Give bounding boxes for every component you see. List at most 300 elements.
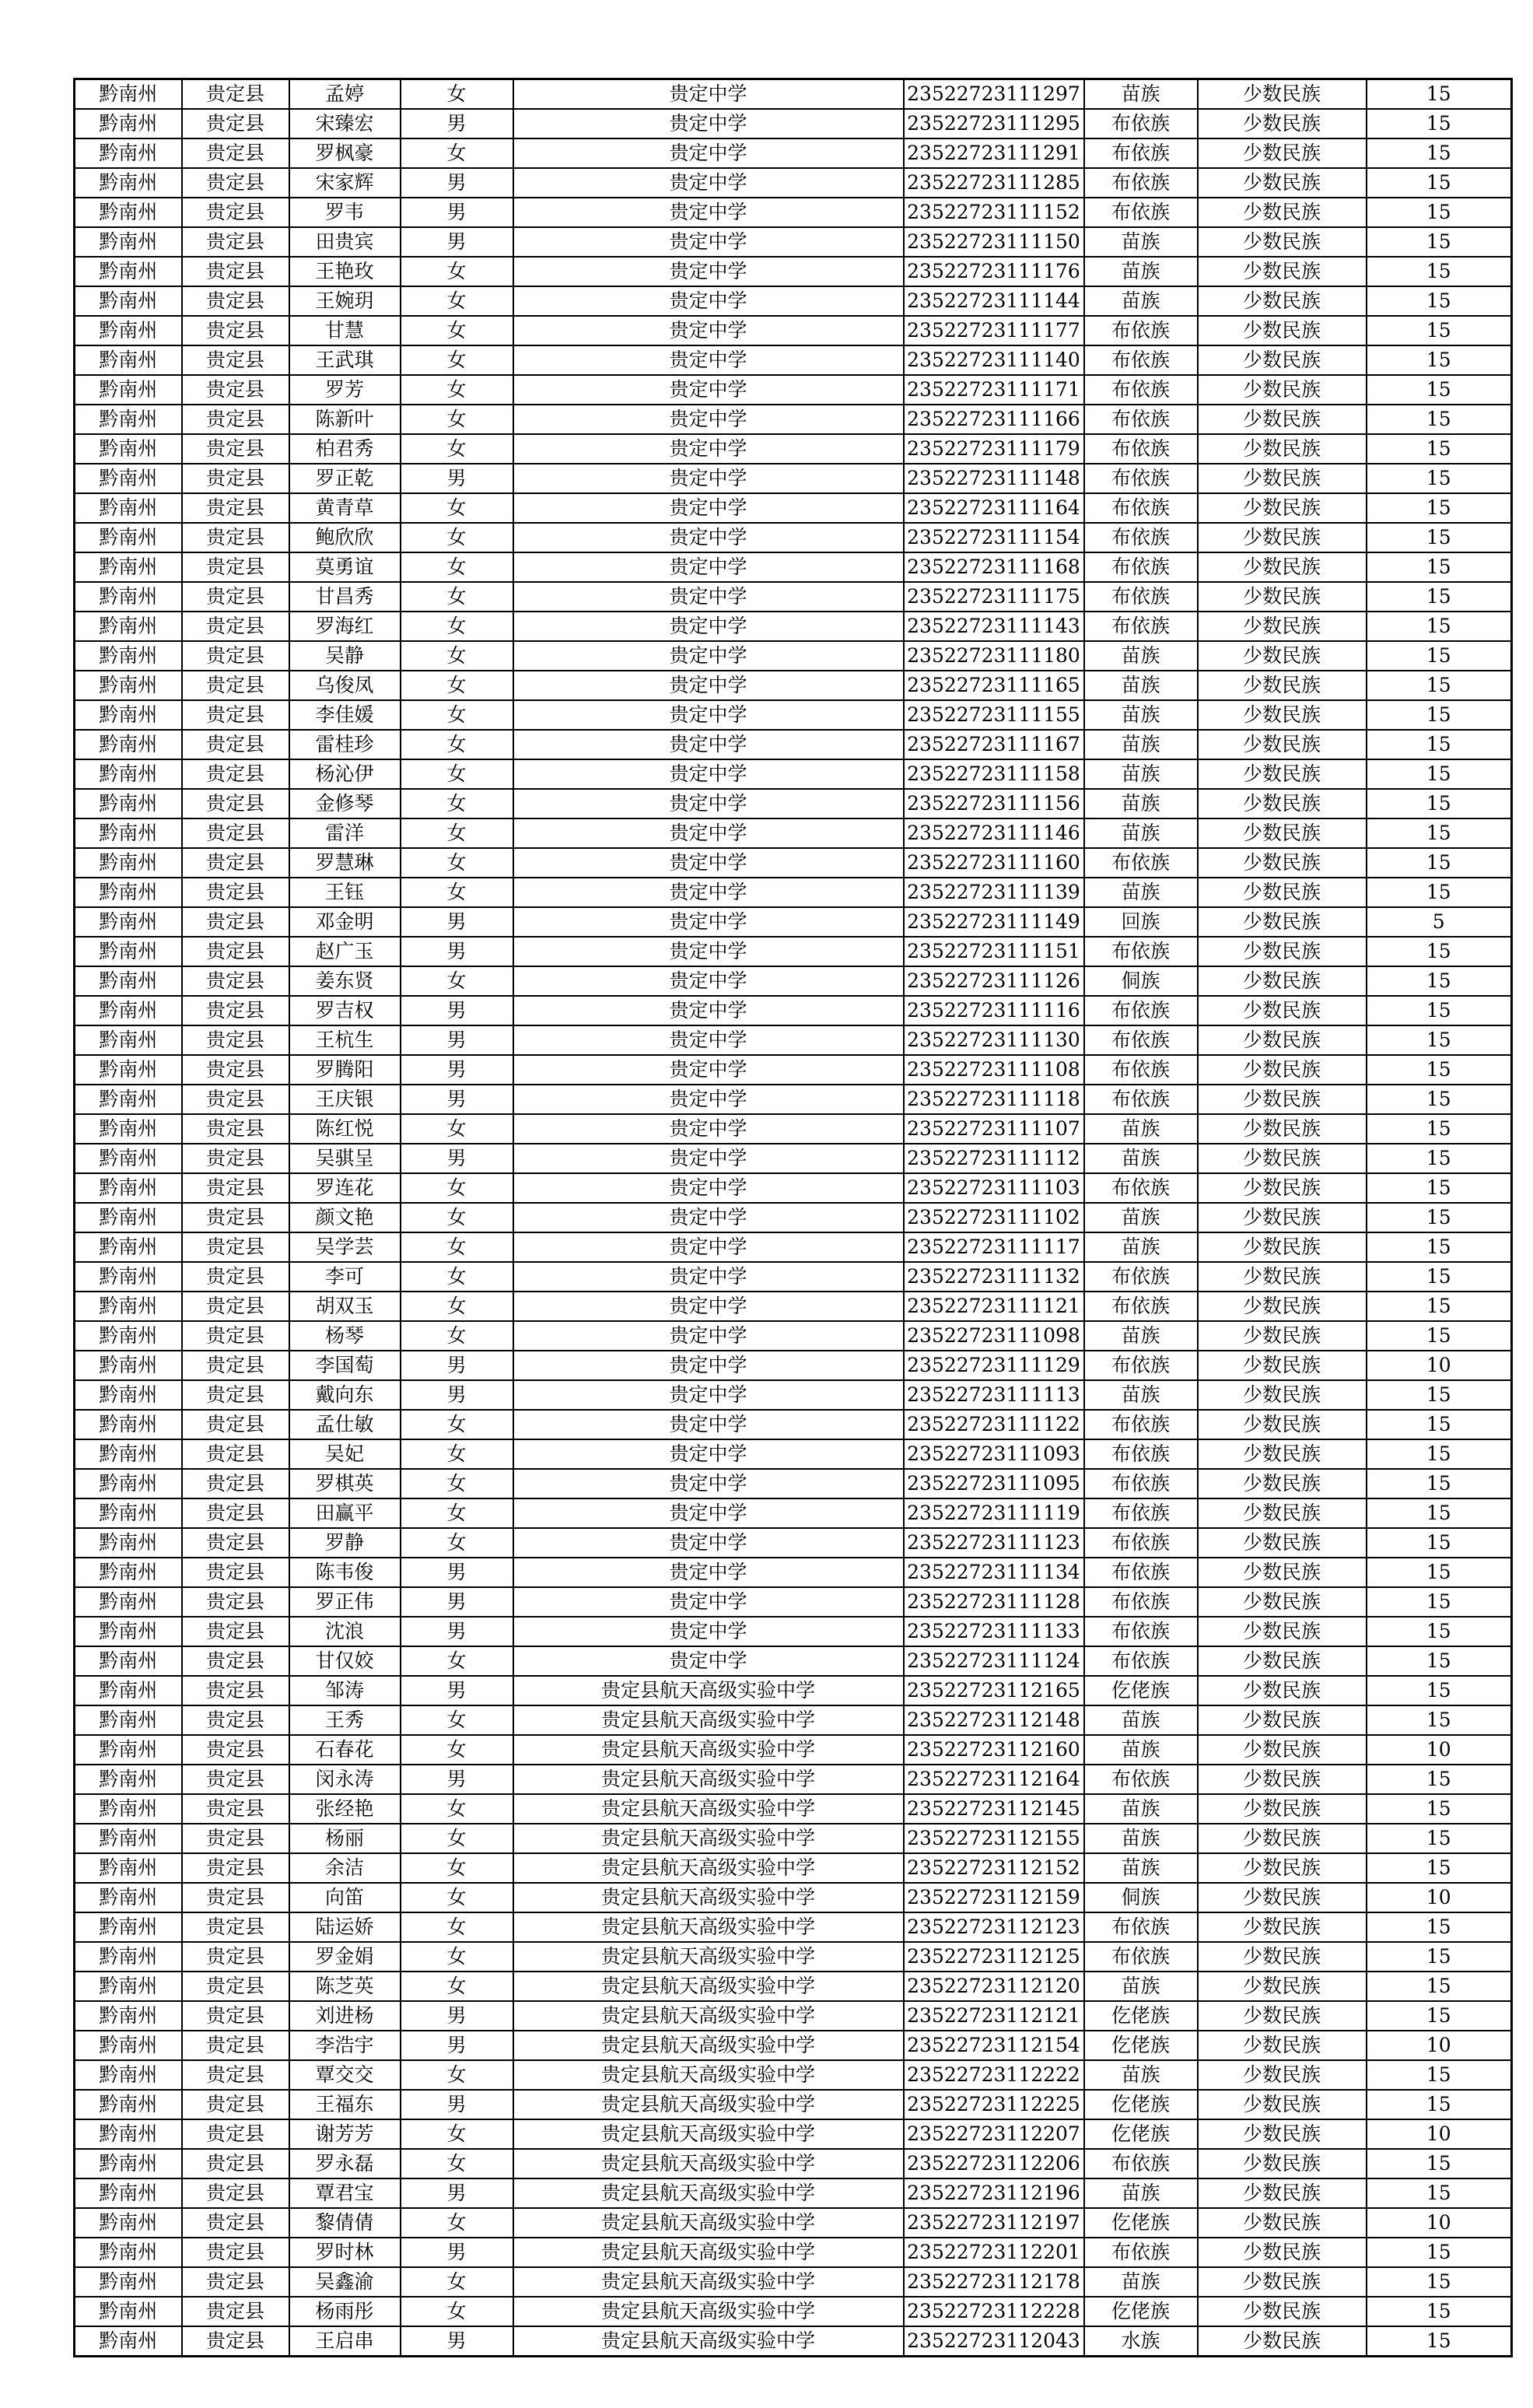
school-cell: 贵定中学 xyxy=(513,316,904,345)
gender-cell: 女 xyxy=(401,1410,513,1439)
school-cell: 贵定中学 xyxy=(513,1558,904,1587)
gender-cell: 女 xyxy=(401,138,513,168)
bonus-points-cell: 15 xyxy=(1367,493,1512,523)
category-cell: 少数民族 xyxy=(1198,2238,1367,2267)
category-cell: 少数民族 xyxy=(1198,1735,1367,1765)
school-cell: 贵定中学 xyxy=(513,434,904,464)
bonus-points-cell: 15 xyxy=(1367,375,1512,405)
name-cell: 孟婷 xyxy=(289,79,401,110)
category-cell: 少数民族 xyxy=(1198,2326,1367,2357)
table-row xyxy=(75,1232,1512,1262)
name-cell: 罗时林 xyxy=(289,2238,401,2267)
category-cell: 少数民族 xyxy=(1198,2149,1367,2178)
table-row xyxy=(75,1262,1512,1292)
exam-id-cell: 23522723112120 xyxy=(904,1972,1084,2001)
bonus-points-cell: 15 xyxy=(1367,1321,1512,1351)
gender-cell: 女 xyxy=(401,1705,513,1735)
bonus-points-cell: 15 xyxy=(1367,848,1512,878)
exam-id-cell: 23522723111119 xyxy=(904,1498,1084,1528)
county-cell: 贵定县 xyxy=(182,1765,289,1794)
gender-cell: 男 xyxy=(401,937,513,966)
exam-id-cell: 23522723111112 xyxy=(904,1144,1084,1173)
table-row xyxy=(75,1351,1512,1380)
county-cell: 贵定县 xyxy=(182,316,289,345)
exam-id-cell: 23522723111297 xyxy=(904,79,1084,110)
school-cell: 贵定中学 xyxy=(513,1617,904,1646)
ethnicity-cell: 布依族 xyxy=(1084,848,1198,878)
category-cell: 少数民族 xyxy=(1198,345,1367,375)
name-cell: 余洁 xyxy=(289,1853,401,1883)
name-cell: 王杭生 xyxy=(289,1025,401,1055)
county-cell: 贵定县 xyxy=(182,2119,289,2149)
ethnicity-cell: 布依族 xyxy=(1084,434,1198,464)
name-cell: 王福东 xyxy=(289,2090,401,2119)
gender-cell: 女 xyxy=(401,878,513,907)
exam-id-cell: 23522723111133 xyxy=(904,1617,1084,1646)
county-cell: 贵定县 xyxy=(182,966,289,996)
ethnicity-cell: 苗族 xyxy=(1084,2267,1198,2297)
table-row xyxy=(75,1410,1512,1439)
prefecture-cell: 黔南州 xyxy=(75,1114,182,1144)
ethnicity-cell: 布依族 xyxy=(1084,1617,1198,1646)
category-cell: 少数民族 xyxy=(1198,79,1367,110)
bonus-points-cell: 15 xyxy=(1367,2326,1512,2357)
gender-cell: 女 xyxy=(401,523,513,552)
exam-id-cell: 23522723111164 xyxy=(904,493,1084,523)
name-cell: 闵永涛 xyxy=(289,1765,401,1794)
table-row xyxy=(75,1883,1512,1912)
prefecture-cell: 黔南州 xyxy=(75,2090,182,2119)
ethnicity-cell: 布依族 xyxy=(1084,316,1198,345)
bonus-points-cell: 15 xyxy=(1367,345,1512,375)
name-cell: 鲍欣欣 xyxy=(289,523,401,552)
prefecture-cell: 黔南州 xyxy=(75,789,182,818)
name-cell: 王钰 xyxy=(289,878,401,907)
school-cell: 贵定中学 xyxy=(513,464,904,493)
county-cell: 贵定县 xyxy=(182,138,289,168)
name-cell: 甘慧 xyxy=(289,316,401,345)
table-row xyxy=(75,2208,1512,2238)
exam-id-cell: 23522723111118 xyxy=(904,1085,1084,1114)
school-cell: 贵定县航天高级实验中学 xyxy=(513,2060,904,2090)
category-cell: 少数民族 xyxy=(1198,671,1367,700)
prefecture-cell: 黔南州 xyxy=(75,1380,182,1410)
bonus-points-cell: 15 xyxy=(1367,996,1512,1025)
category-cell: 少数民族 xyxy=(1198,1114,1367,1144)
county-cell: 贵定县 xyxy=(182,2001,289,2031)
exam-id-cell: 23522723111177 xyxy=(904,316,1084,345)
table-row xyxy=(75,1114,1512,1144)
prefecture-cell: 黔南州 xyxy=(75,1912,182,1942)
category-cell: 少数民族 xyxy=(1198,1528,1367,1558)
prefecture-cell: 黔南州 xyxy=(75,996,182,1025)
gender-cell: 男 xyxy=(401,2326,513,2357)
county-cell: 贵定县 xyxy=(182,1794,289,1824)
bonus-points-cell: 15 xyxy=(1367,582,1512,612)
gender-cell: 女 xyxy=(401,818,513,848)
prefecture-cell: 黔南州 xyxy=(75,523,182,552)
table-row xyxy=(75,2238,1512,2267)
ethnicity-cell: 苗族 xyxy=(1084,1824,1198,1853)
county-cell: 贵定县 xyxy=(182,1292,289,1321)
school-cell: 贵定中学 xyxy=(513,759,904,789)
county-cell: 贵定县 xyxy=(182,2326,289,2357)
name-cell: 黎倩倩 xyxy=(289,2208,401,2238)
name-cell: 罗枫豪 xyxy=(289,138,401,168)
bonus-points-cell: 15 xyxy=(1367,1469,1512,1498)
exam-id-cell: 23522723111132 xyxy=(904,1262,1084,1292)
ethnicity-cell: 仡佬族 xyxy=(1084,2119,1198,2149)
county-cell: 贵定县 xyxy=(182,1883,289,1912)
bonus-points-cell: 15 xyxy=(1367,1025,1512,1055)
county-cell: 贵定县 xyxy=(182,1853,289,1883)
prefecture-cell: 黔南州 xyxy=(75,937,182,966)
ethnicity-cell: 布依族 xyxy=(1084,1587,1198,1617)
bonus-points-cell: 15 xyxy=(1367,257,1512,286)
ethnicity-cell: 苗族 xyxy=(1084,1794,1198,1824)
category-cell: 少数民族 xyxy=(1198,1912,1367,1942)
exam-id-cell: 23522723111130 xyxy=(904,1025,1084,1055)
category-cell: 少数民族 xyxy=(1198,257,1367,286)
table-row xyxy=(75,1173,1512,1203)
category-cell: 少数民族 xyxy=(1198,227,1367,257)
ethnicity-cell: 苗族 xyxy=(1084,1232,1198,1262)
category-cell: 少数民族 xyxy=(1198,138,1367,168)
county-cell: 贵定县 xyxy=(182,552,289,582)
school-cell: 贵定中学 xyxy=(513,671,904,700)
name-cell: 胡双玉 xyxy=(289,1292,401,1321)
category-cell: 少数民族 xyxy=(1198,198,1367,227)
ethnicity-cell: 布依族 xyxy=(1084,1528,1198,1558)
county-cell: 贵定县 xyxy=(182,345,289,375)
category-cell: 少数民族 xyxy=(1198,1794,1367,1824)
prefecture-cell: 黔南州 xyxy=(75,1735,182,1765)
name-cell: 覃君宝 xyxy=(289,2178,401,2208)
exam-id-cell: 23522723111126 xyxy=(904,966,1084,996)
exam-id-cell: 23522723111151 xyxy=(904,937,1084,966)
name-cell: 宋臻宏 xyxy=(289,109,401,138)
table-row xyxy=(75,1558,1512,1587)
bonus-points-cell: 15 xyxy=(1367,671,1512,700)
name-cell: 罗金娟 xyxy=(289,1942,401,1972)
gender-cell: 女 xyxy=(401,1528,513,1558)
bonus-points-cell: 15 xyxy=(1367,405,1512,434)
exam-id-cell: 23522723112164 xyxy=(904,1765,1084,1794)
name-cell: 雷桂珍 xyxy=(289,730,401,759)
ethnicity-cell: 苗族 xyxy=(1084,1114,1198,1144)
table-row xyxy=(75,2001,1512,2031)
exam-id-cell: 23522723111167 xyxy=(904,730,1084,759)
county-cell: 贵定县 xyxy=(182,671,289,700)
exam-id-cell: 23522723112201 xyxy=(904,2238,1084,2267)
school-cell: 贵定县航天高级实验中学 xyxy=(513,2267,904,2297)
table-row xyxy=(75,612,1512,641)
bonus-points-cell: 15 xyxy=(1367,1617,1512,1646)
bonus-points-cell: 15 xyxy=(1367,1114,1512,1144)
name-cell: 罗芳 xyxy=(289,375,401,405)
school-cell: 贵定中学 xyxy=(513,1410,904,1439)
category-cell: 少数民族 xyxy=(1198,1085,1367,1114)
gender-cell: 女 xyxy=(401,759,513,789)
gender-cell: 男 xyxy=(401,1617,513,1646)
prefecture-cell: 黔南州 xyxy=(75,1410,182,1439)
table-row xyxy=(75,1824,1512,1853)
prefecture-cell: 黔南州 xyxy=(75,493,182,523)
table-row xyxy=(75,907,1512,937)
exam-id-cell: 23522723111113 xyxy=(904,1380,1084,1410)
exam-id-cell: 23522723111098 xyxy=(904,1321,1084,1351)
school-cell: 贵定中学 xyxy=(513,257,904,286)
school-cell: 贵定中学 xyxy=(513,789,904,818)
prefecture-cell: 黔南州 xyxy=(75,1085,182,1114)
prefecture-cell: 黔南州 xyxy=(75,198,182,227)
exam-id-cell: 23522723111116 xyxy=(904,996,1084,1025)
table-row xyxy=(75,1676,1512,1705)
name-cell: 邹涛 xyxy=(289,1676,401,1705)
exam-id-cell: 23522723112225 xyxy=(904,2090,1084,2119)
county-cell: 贵定县 xyxy=(182,1646,289,1676)
bonus-points-cell: 15 xyxy=(1367,612,1512,641)
county-cell: 贵定县 xyxy=(182,1439,289,1469)
county-cell: 贵定县 xyxy=(182,2208,289,2238)
category-cell: 少数民族 xyxy=(1198,1173,1367,1203)
table-row xyxy=(75,582,1512,612)
ethnicity-cell: 布依族 xyxy=(1084,375,1198,405)
gender-cell: 男 xyxy=(401,1085,513,1114)
category-cell: 少数民族 xyxy=(1198,286,1367,316)
exam-id-cell: 23522723111155 xyxy=(904,700,1084,730)
bonus-points-cell: 15 xyxy=(1367,552,1512,582)
prefecture-cell: 黔南州 xyxy=(75,612,182,641)
gender-cell: 男 xyxy=(401,1025,513,1055)
bonus-points-cell: 15 xyxy=(1367,2297,1512,2326)
gender-cell: 男 xyxy=(401,1144,513,1173)
category-cell: 少数民族 xyxy=(1198,2208,1367,2238)
prefecture-cell: 黔南州 xyxy=(75,2326,182,2357)
county-cell: 贵定县 xyxy=(182,109,289,138)
ethnicity-cell: 侗族 xyxy=(1084,966,1198,996)
bonus-points-cell: 15 xyxy=(1367,227,1512,257)
prefecture-cell: 黔南州 xyxy=(75,138,182,168)
table-row xyxy=(75,730,1512,759)
category-cell: 少数民族 xyxy=(1198,1321,1367,1351)
school-cell: 贵定中学 xyxy=(513,1114,904,1144)
county-cell: 贵定县 xyxy=(182,612,289,641)
school-cell: 贵定中学 xyxy=(513,1203,904,1232)
exam-id-cell: 23522723112154 xyxy=(904,2031,1084,2060)
table-row xyxy=(75,1055,1512,1085)
county-cell: 贵定县 xyxy=(182,1380,289,1410)
exam-id-cell: 23522723112145 xyxy=(904,1794,1084,1824)
bonus-points-cell: 15 xyxy=(1367,1676,1512,1705)
ethnicity-cell: 苗族 xyxy=(1084,79,1198,110)
exam-id-cell: 23522723111156 xyxy=(904,789,1084,818)
gender-cell: 女 xyxy=(401,345,513,375)
name-cell: 杨琴 xyxy=(289,1321,401,1351)
prefecture-cell: 黔南州 xyxy=(75,1321,182,1351)
exam-id-cell: 23522723111093 xyxy=(904,1439,1084,1469)
school-cell: 贵定中学 xyxy=(513,198,904,227)
school-cell: 贵定中学 xyxy=(513,227,904,257)
category-cell: 少数民族 xyxy=(1198,1646,1367,1676)
ethnicity-cell: 布依族 xyxy=(1084,1085,1198,1114)
county-cell: 贵定县 xyxy=(182,1232,289,1262)
name-cell: 李佳媛 xyxy=(289,700,401,730)
exam-id-cell: 23522723111180 xyxy=(904,641,1084,671)
table-row xyxy=(75,1765,1512,1794)
prefecture-cell: 黔南州 xyxy=(75,818,182,848)
exam-id-cell: 23522723111152 xyxy=(904,198,1084,227)
gender-cell: 男 xyxy=(401,2090,513,2119)
name-cell: 宋家辉 xyxy=(289,168,401,198)
category-cell: 少数民族 xyxy=(1198,1439,1367,1469)
gender-cell: 女 xyxy=(401,1321,513,1351)
exam-id-cell: 23522723111150 xyxy=(904,227,1084,257)
category-cell: 少数民族 xyxy=(1198,1055,1367,1085)
county-cell: 贵定县 xyxy=(182,582,289,612)
county-cell: 贵定县 xyxy=(182,1558,289,1587)
county-cell: 贵定县 xyxy=(182,405,289,434)
exam-id-cell: 23522723111166 xyxy=(904,405,1084,434)
table-row xyxy=(75,759,1512,789)
ethnicity-cell: 布依族 xyxy=(1084,1173,1198,1203)
prefecture-cell: 黔南州 xyxy=(75,1794,182,1824)
prefecture-cell: 黔南州 xyxy=(75,2267,182,2297)
school-cell: 贵定县航天高级实验中学 xyxy=(513,1972,904,2001)
ethnicity-cell: 仡佬族 xyxy=(1084,2208,1198,2238)
gender-cell: 女 xyxy=(401,552,513,582)
table-row xyxy=(75,1498,1512,1528)
prefecture-cell: 黔南州 xyxy=(75,316,182,345)
exam-id-cell: 23522723112125 xyxy=(904,1942,1084,1972)
name-cell: 陈新叶 xyxy=(289,405,401,434)
table-row xyxy=(75,818,1512,848)
school-cell: 贵定中学 xyxy=(513,1646,904,1676)
prefecture-cell: 黔南州 xyxy=(75,1203,182,1232)
prefecture-cell: 黔南州 xyxy=(75,671,182,700)
name-cell: 罗连花 xyxy=(289,1173,401,1203)
category-cell: 少数民族 xyxy=(1198,405,1367,434)
table-row xyxy=(75,2090,1512,2119)
prefecture-cell: 黔南州 xyxy=(75,2178,182,2208)
prefecture-cell: 黔南州 xyxy=(75,759,182,789)
bonus-points-cell: 15 xyxy=(1367,759,1512,789)
gender-cell: 女 xyxy=(401,1912,513,1942)
prefecture-cell: 黔南州 xyxy=(75,907,182,937)
gender-cell: 女 xyxy=(401,966,513,996)
gender-cell: 男 xyxy=(401,109,513,138)
prefecture-cell: 黔南州 xyxy=(75,464,182,493)
ethnicity-cell: 布依族 xyxy=(1084,937,1198,966)
gender-cell: 女 xyxy=(401,700,513,730)
school-cell: 贵定县航天高级实验中学 xyxy=(513,2178,904,2208)
school-cell: 贵定中学 xyxy=(513,1025,904,1055)
county-cell: 贵定县 xyxy=(182,937,289,966)
bonus-points-cell: 15 xyxy=(1367,79,1512,110)
ethnicity-cell: 苗族 xyxy=(1084,286,1198,316)
category-cell: 少数民族 xyxy=(1198,2060,1367,2090)
exam-id-cell: 23522723111160 xyxy=(904,848,1084,878)
gender-cell: 女 xyxy=(401,405,513,434)
name-cell: 李浩宇 xyxy=(289,2031,401,2060)
bonus-points-cell: 15 xyxy=(1367,316,1512,345)
category-cell: 少数民族 xyxy=(1198,1587,1367,1617)
county-cell: 贵定县 xyxy=(182,2178,289,2208)
ethnicity-cell: 布依族 xyxy=(1084,345,1198,375)
school-cell: 贵定县航天高级实验中学 xyxy=(513,2238,904,2267)
bonus-points-cell: 10 xyxy=(1367,1351,1512,1380)
exam-id-cell: 23522723111102 xyxy=(904,1203,1084,1232)
school-cell: 贵定中学 xyxy=(513,1469,904,1498)
name-cell: 杨丽 xyxy=(289,1824,401,1853)
ethnicity-cell: 布依族 xyxy=(1084,1439,1198,1469)
bonus-points-cell: 15 xyxy=(1367,1558,1512,1587)
name-cell: 罗吉权 xyxy=(289,996,401,1025)
category-cell: 少数民族 xyxy=(1198,1469,1367,1498)
county-cell: 贵定县 xyxy=(182,1173,289,1203)
bonus-points-cell: 15 xyxy=(1367,138,1512,168)
table-row xyxy=(75,523,1512,552)
county-cell: 贵定县 xyxy=(182,257,289,286)
ethnicity-cell: 布依族 xyxy=(1084,138,1198,168)
bonus-points-cell: 15 xyxy=(1367,109,1512,138)
category-cell: 少数民族 xyxy=(1198,641,1367,671)
county-cell: 贵定县 xyxy=(182,286,289,316)
name-cell: 王秀 xyxy=(289,1705,401,1735)
exam-id-cell: 23522723111095 xyxy=(904,1469,1084,1498)
exam-id-cell: 23522723111117 xyxy=(904,1232,1084,1262)
category-cell: 少数民族 xyxy=(1198,1025,1367,1055)
school-cell: 贵定县航天高级实验中学 xyxy=(513,1912,904,1942)
name-cell: 罗慧琳 xyxy=(289,848,401,878)
exam-id-cell: 23522723112148 xyxy=(904,1705,1084,1735)
category-cell: 少数民族 xyxy=(1198,375,1367,405)
ethnicity-cell: 仡佬族 xyxy=(1084,2031,1198,2060)
name-cell: 吴静 xyxy=(289,641,401,671)
gender-cell: 女 xyxy=(401,286,513,316)
ethnicity-cell: 苗族 xyxy=(1084,257,1198,286)
category-cell: 少数民族 xyxy=(1198,552,1367,582)
ethnicity-cell: 布依族 xyxy=(1084,1351,1198,1380)
name-cell: 邓金明 xyxy=(289,907,401,937)
category-cell: 少数民族 xyxy=(1198,1942,1367,1972)
exam-id-cell: 23522723111103 xyxy=(904,1173,1084,1203)
table-row xyxy=(75,286,1512,316)
school-cell: 贵定中学 xyxy=(513,730,904,759)
name-cell: 戴向东 xyxy=(289,1380,401,1410)
bonus-points-cell: 15 xyxy=(1367,2001,1512,2031)
school-cell: 贵定中学 xyxy=(513,878,904,907)
category-cell: 少数民族 xyxy=(1198,1558,1367,1587)
bonus-points-cell: 15 xyxy=(1367,730,1512,759)
prefecture-cell: 黔南州 xyxy=(75,730,182,759)
ethnicity-cell: 布依族 xyxy=(1084,1262,1198,1292)
bonus-points-cell: 15 xyxy=(1367,1942,1512,1972)
exam-id-cell: 23522723111291 xyxy=(904,138,1084,168)
table-row xyxy=(75,257,1512,286)
school-cell: 贵定县航天高级实验中学 xyxy=(513,2119,904,2149)
ethnicity-cell: 苗族 xyxy=(1084,2178,1198,2208)
gender-cell: 女 xyxy=(401,1735,513,1765)
school-cell: 贵定县航天高级实验中学 xyxy=(513,1735,904,1765)
county-cell: 贵定县 xyxy=(182,907,289,937)
prefecture-cell: 黔南州 xyxy=(75,1528,182,1558)
county-cell: 贵定县 xyxy=(182,759,289,789)
county-cell: 贵定县 xyxy=(182,1528,289,1558)
school-cell: 贵定中学 xyxy=(513,552,904,582)
table-row xyxy=(75,1972,1512,2001)
gender-cell: 女 xyxy=(401,257,513,286)
